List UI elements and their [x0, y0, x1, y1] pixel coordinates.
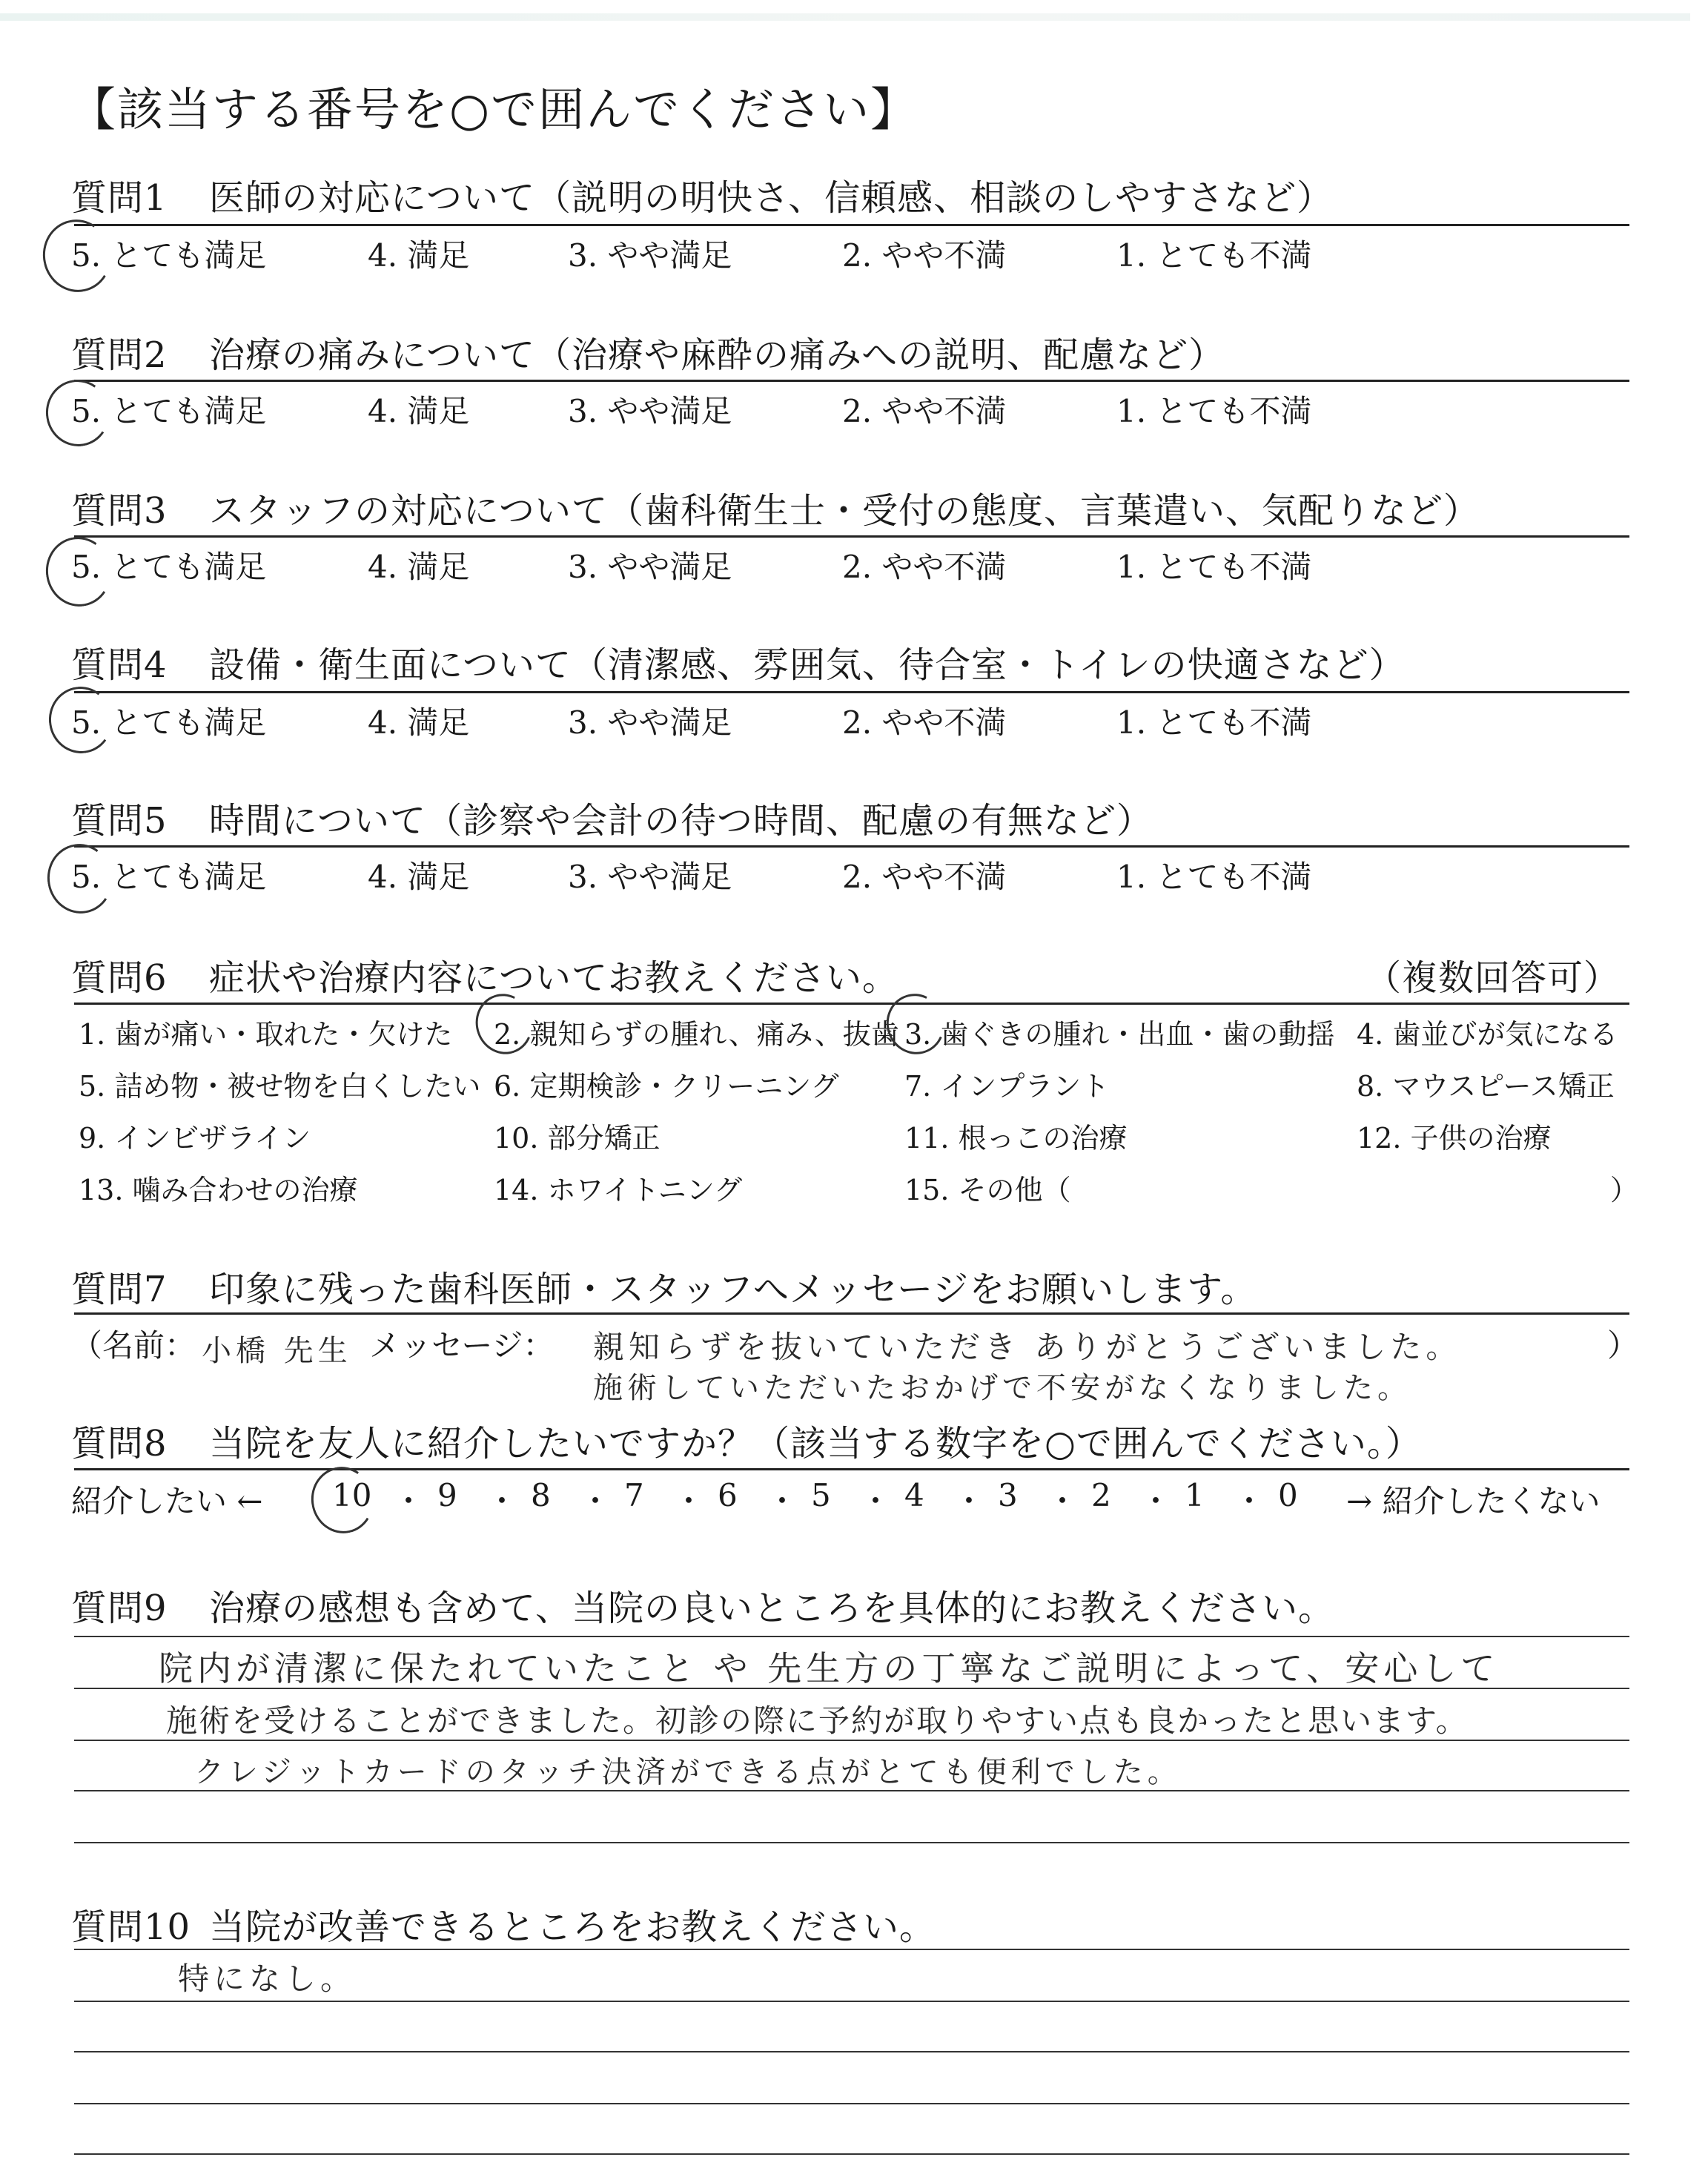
- option-3[interactable]: 3. やや満足: [568, 237, 732, 274]
- question-text: 治療の痛みについて（治療や麻酔の痛みへの説明、配慮など）: [209, 334, 1225, 376]
- option-5[interactable]: 5. とても満足: [71, 704, 267, 741]
- question-number: 質問2: [71, 334, 168, 376]
- symptom-option[interactable]: 2. 親知らずの腫れ、痛み、抜歯: [494, 1018, 899, 1051]
- scale-value[interactable]: 2: [1091, 1477, 1111, 1513]
- question-title: [71, 636, 1406, 687]
- scale-separator: ・: [673, 1483, 705, 1519]
- symptom-option[interactable]: 14. ホワイトニング: [494, 1174, 743, 1206]
- question-title: [71, 1415, 1422, 1466]
- question-number: 質問3: [71, 490, 168, 532]
- answer-line: [74, 1949, 1629, 1950]
- scale-separator: ・: [1234, 1483, 1265, 1519]
- scale-right-label: → 紹介したくない: [1346, 1483, 1601, 1519]
- question-number: 質問8: [71, 1423, 168, 1464]
- scale-left-label: 紹介したい ←: [71, 1483, 263, 1519]
- question-text: 時間について（診察や会計の待つ時間、配慮の有無など）: [209, 800, 1153, 842]
- option-2[interactable]: 2. やや不満: [842, 859, 1007, 895]
- message-close-paren: ）: [1607, 1327, 1639, 1364]
- question-text: 印象に残った歯科医師・スタッフへメッセージをお願いします。: [209, 1269, 1257, 1310]
- question-number: 質問5: [71, 800, 168, 842]
- option-3[interactable]: 3. やや満足: [568, 704, 732, 741]
- option-1[interactable]: 1. とても不満: [1116, 549, 1312, 585]
- question-title: [71, 792, 1153, 843]
- rating-options: [71, 543, 1635, 587]
- question-rule: [74, 1312, 1629, 1315]
- question-number: 質問6: [71, 957, 168, 999]
- option-5[interactable]: 5. とても満足: [71, 237, 267, 274]
- option-4[interactable]: 4. 満足: [368, 549, 470, 585]
- scale-separator: ・: [767, 1483, 798, 1519]
- answer-line: [74, 2103, 1629, 2104]
- handwritten-message-line[interactable]: 親知らずを抜いていただき ありがとうございました。: [593, 1329, 1462, 1365]
- question-text: 当院が改善できるところをお教えください。: [209, 1906, 936, 1948]
- option-1[interactable]: 1. とても不満: [1116, 237, 1312, 274]
- option-1[interactable]: 1. とても不満: [1116, 859, 1312, 895]
- scale-value[interactable]: 1: [1185, 1477, 1205, 1513]
- question-text: 症状や治療内容についてお教えください。: [209, 957, 899, 999]
- symptom-option[interactable]: 4. 歯並びが気になる: [1357, 1018, 1618, 1051]
- option-4[interactable]: 4. 満足: [368, 237, 470, 274]
- scale-separator: ・: [393, 1483, 425, 1519]
- handwritten-answer-line[interactable]: クレジットカードのタッチ決済ができる点がとても便利でした。: [194, 1755, 1182, 1789]
- symptom-option[interactable]: 13. 噛み合わせの治療: [79, 1174, 358, 1206]
- question-title: [71, 169, 1333, 220]
- scale-value[interactable]: 8: [531, 1477, 551, 1513]
- question-title: [71, 949, 898, 1000]
- question-number: 質問9: [71, 1588, 168, 1629]
- option-2[interactable]: 2. やや不満: [842, 704, 1007, 741]
- answer-line: [74, 1636, 1629, 1637]
- answer-line: [74, 2051, 1629, 2052]
- answer-line: [74, 1842, 1629, 1843]
- symptom-option[interactable]: 1. 歯が痛い・取れた・欠けた: [79, 1018, 453, 1051]
- rating-options: [71, 231, 1635, 276]
- question-title: [71, 1261, 1257, 1312]
- handwritten-answer-line[interactable]: 施術を受けることができました。初診の際に予約が取りやすい点も良かったと思います。: [166, 1702, 1469, 1739]
- option-4[interactable]: 4. 満足: [368, 859, 470, 895]
- option-1[interactable]: 1. とても不満: [1116, 704, 1312, 741]
- question-text: 当院を友人に紹介したいですか？（該当する数字を○で囲んでください。）: [209, 1423, 1422, 1464]
- scale-value[interactable]: 7: [624, 1477, 644, 1513]
- question-title: [71, 1898, 936, 1949]
- rating-options: [71, 698, 1635, 743]
- question-text: 設備・衛生面について（清潔感、雰囲気、待合室・トイレの快適さなど）: [209, 644, 1406, 686]
- option-5[interactable]: 5. とても満足: [71, 549, 267, 585]
- question-number: 質問10: [71, 1906, 191, 1948]
- scale-value[interactable]: 4: [904, 1477, 924, 1513]
- handwritten-name[interactable]: 小橋 先生: [202, 1334, 352, 1368]
- question-title: [71, 482, 1480, 533]
- option-4[interactable]: 4. 満足: [368, 393, 470, 429]
- question-rule: [74, 1003, 1629, 1005]
- multiple-answers-note: （複数回答可）: [1366, 957, 1621, 999]
- question-rule: [74, 535, 1629, 538]
- question-rule: [74, 845, 1629, 848]
- scale-value[interactable]: 3: [998, 1477, 1018, 1513]
- answer-line: [74, 2153, 1629, 2155]
- scale-separator: ・: [1140, 1483, 1172, 1519]
- question-rule: [74, 224, 1629, 226]
- scale-value[interactable]: 10: [332, 1477, 372, 1513]
- symptom-option[interactable]: 10. 部分矯正: [494, 1122, 661, 1155]
- scale-separator: ・: [580, 1483, 612, 1519]
- symptom-option[interactable]: 3. 歯ぐきの腫れ・出血・歯の動揺: [904, 1018, 1335, 1051]
- symptom-option-other[interactable]: 15. その他（: [904, 1174, 1071, 1206]
- question-rule: [74, 691, 1629, 693]
- scale-value[interactable]: 6: [718, 1477, 738, 1513]
- rating-options: [71, 853, 1635, 897]
- handwritten-answer-line[interactable]: 院内が清潔に保たれていたこと や 先生方の丁寧なご説明によって、安心して: [159, 1648, 1500, 1688]
- rating-options: [71, 387, 1635, 432]
- symptom-option[interactable]: 9. インビザライン: [79, 1122, 311, 1155]
- form-instructions: 【該当する番号を○で囲んでください】: [70, 82, 918, 136]
- recommend-scale: [71, 1477, 1635, 1522]
- option-4[interactable]: 4. 満足: [368, 704, 470, 741]
- option-3[interactable]: 3. やや満足: [568, 549, 732, 585]
- question-rule: [74, 380, 1629, 382]
- question-rule: [74, 1468, 1629, 1470]
- scale-separator: ・: [1047, 1483, 1079, 1519]
- handwritten-message-line[interactable]: 施術していただいたおかげで不安がなくなりました。: [593, 1371, 1411, 1405]
- scale-separator: ・: [953, 1483, 985, 1519]
- answer-line: [74, 2001, 1629, 2002]
- question-number: 質問1: [71, 177, 168, 219]
- scale-separator: ・: [860, 1483, 892, 1519]
- message-label: メッセージ：: [369, 1327, 555, 1364]
- question-number: 質問7: [71, 1269, 168, 1310]
- symptom-option[interactable]: 12. 子供の治療: [1357, 1122, 1552, 1155]
- option-5[interactable]: 5. とても満足: [71, 859, 267, 895]
- handwritten-answer-line[interactable]: 特になし。: [178, 1961, 357, 1997]
- symptom-option[interactable]: 11. 根っこの治療: [904, 1122, 1128, 1155]
- question-text: スタッフの対応について（歯科衛生士・受付の態度、言葉遣い、気配りなど）: [209, 490, 1480, 532]
- scale-value[interactable]: 9: [437, 1477, 457, 1513]
- symptom-option[interactable]: 7. インプラント: [904, 1070, 1110, 1103]
- option-2[interactable]: 2. やや不満: [842, 393, 1007, 429]
- symptom-option[interactable]: 8. マウスピース矯正: [1357, 1070, 1615, 1103]
- scale-value[interactable]: 5: [811, 1477, 831, 1513]
- option-2[interactable]: 2. やや不満: [842, 549, 1007, 585]
- option-2[interactable]: 2. やや不満: [842, 237, 1007, 274]
- scale-separator: ・: [486, 1483, 518, 1519]
- scale-value[interactable]: 0: [1278, 1477, 1298, 1513]
- option-5[interactable]: 5. とても満足: [71, 393, 267, 429]
- symptom-option[interactable]: 5. 詰め物・被せ物を白くしたい: [79, 1070, 481, 1103]
- question-number: 質問4: [71, 644, 168, 686]
- name-label: （名前：: [71, 1327, 196, 1364]
- option-3[interactable]: 3. やや満足: [568, 859, 732, 895]
- question-text: 治療の感想も含めて、当院の良いところを具体的にお教えください。: [209, 1588, 1335, 1629]
- other-close-paren: ）: [1610, 1174, 1639, 1206]
- symptom-option[interactable]: 6. 定期検診・クリーニング: [494, 1070, 839, 1103]
- option-1[interactable]: 1. とても不満: [1116, 393, 1312, 429]
- question-title: [71, 326, 1225, 377]
- question-text: 医師の対応について（説明の明快さ、信頼感、相談のしやすさなど）: [209, 177, 1334, 219]
- option-3[interactable]: 3. やや満足: [568, 393, 732, 429]
- question-title: [71, 1579, 1334, 1631]
